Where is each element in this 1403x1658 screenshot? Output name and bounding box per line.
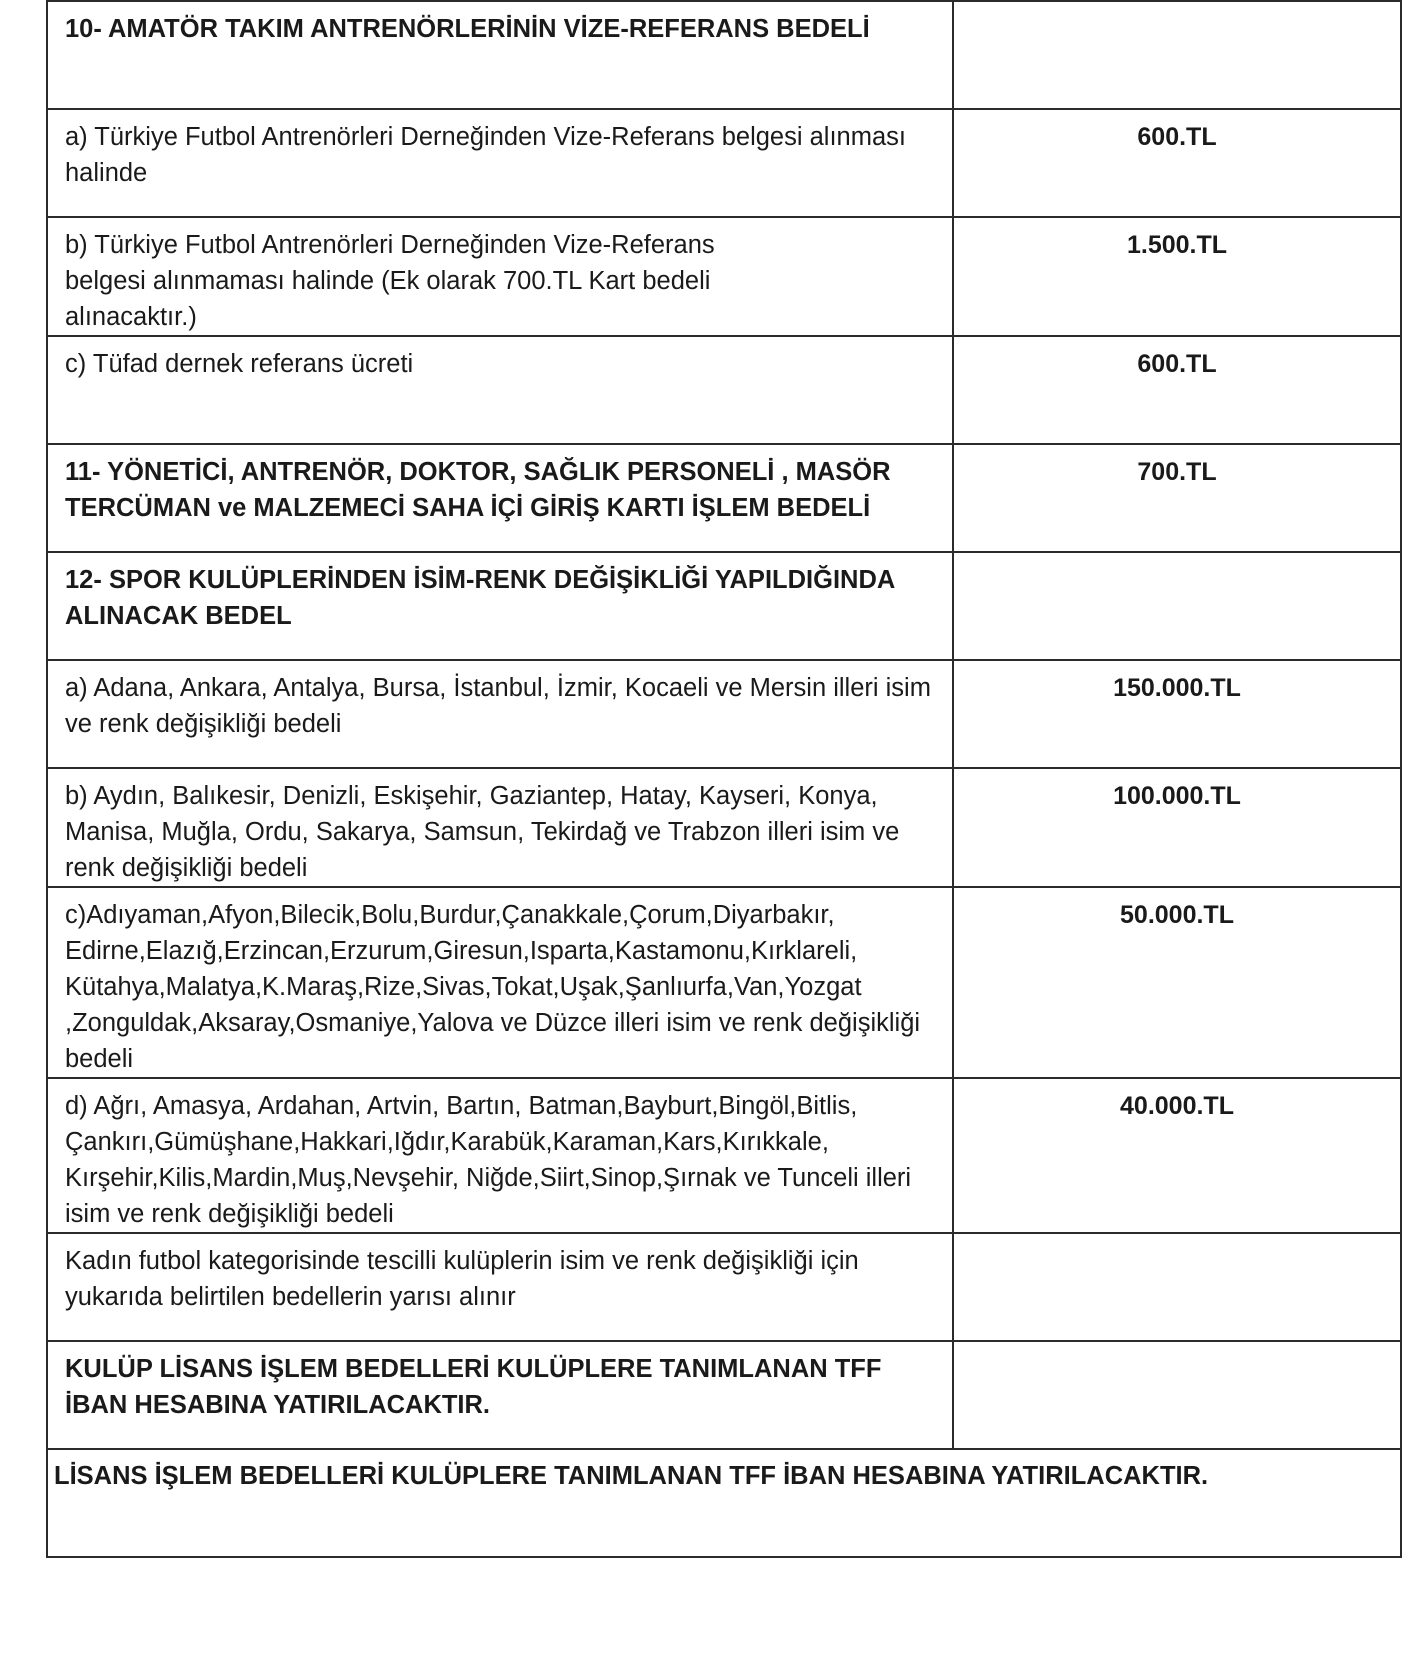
row-amount: 50.000.TL [953, 887, 1401, 1078]
table-row [47, 444, 1401, 552]
row-description: c)Adıyaman,Afyon,Bilecik,Bolu,Burdur,Çanakkale,Çorum,Diyarbakır, Edirne,Elazığ,Erzincan,Erzurum,Giresun,Isparta,Kastamonu,Kırklareli, Kütahya,Malatya,K.Maraş,Rize,Sivas,Tokat,Uşak,Şanlıurfa,Van,Yozgat ,Zonguldak,Aksaray,Osmaniye,Yalova ve Düzce illeri isim ve renk değişikliği bedeli [47, 887, 953, 1078]
row-description: a) Adana, Ankara, Antalya, Bursa, İstanbul, İzmir, Kocaeli ve Mersin illeri isim ve renk değişikliği bedeli [47, 660, 953, 768]
row-amount: 600.TL [953, 336, 1401, 444]
table-row [47, 660, 1401, 768]
row-amount: 1.500.TL [953, 217, 1401, 336]
row-description: b) Türkiye Futbol Antrenörleri Derneğinden Vize-Referans belgesi alınmaması halinde (Ek olarak 700.TL Kart bedeli alınacaktır.) [47, 217, 953, 336]
row-description [47, 552, 953, 660]
table-row [47, 1, 1401, 109]
row-amount [953, 552, 1401, 660]
row-amount: 40.000.TL [953, 1078, 1401, 1233]
row-description [47, 1, 953, 109]
footer-note: LİSANS İŞLEM BEDELLERİ KULÜPLERE TANIMLANAN TFF İBAN HESABINA YATIRILACAKTIR. [47, 1449, 1401, 1557]
fee-table [46, 0, 1402, 1558]
row-amount: 100.000.TL [953, 768, 1401, 887]
section-heading: 10- AMATÖR TAKIM ANTRENÖRLERİNİN VİZE-REFERANS BEDELİ [65, 15, 870, 43]
table-row [47, 1078, 1401, 1233]
row-description: d) Ağrı, Amasya, Ardahan, Artvin, Bartın, Batman,Bayburt,Bingöl,Bitlis, Çankırı,Gümüşhane,Hakkari,Iğdır,Karabük,Karaman,Kars,Kırıkkale, Kırşehir,Kilis,Mardin,Muş,Nevşehir, Niğde,Siirt,Sinop,Şırnak ve Tunceli illeri isim ve renk değişikliği bedeli [47, 1078, 953, 1233]
table-row [47, 1233, 1401, 1341]
section-heading: 11- YÖNETİCİ, ANTRENÖR, DOKTOR, SAĞLIK PERSONELİ , MASÖR TERCÜMAN ve MALZEMECİ SAHA İÇİ GİRİŞ KARTI İŞLEM BEDELİ [65, 458, 891, 522]
row-description: c) Tüfad dernek referans ücreti [47, 336, 953, 444]
table-row [47, 109, 1401, 217]
footer-row [47, 1449, 1401, 1557]
section-heading: KULÜP LİSANS İŞLEM BEDELLERİ KULÜPLERE TANIMLANAN TFF İBAN HESABINA YATIRILACAKTIR. [65, 1355, 882, 1419]
row-amount [953, 1, 1401, 109]
table-row [47, 768, 1401, 887]
table-row [47, 336, 1401, 444]
section-heading: 12- SPOR KULÜPLERİNDEN İSİM-RENK DEĞİŞİKLİĞİ YAPILDIĞINDA ALINACAK BEDEL [65, 566, 895, 630]
row-description: a) Türkiye Futbol Antrenörleri Derneğinden Vize-Referans belgesi alınması halinde [47, 109, 953, 217]
row-amount: 150.000.TL [953, 660, 1401, 768]
row-amount [953, 1233, 1401, 1341]
row-amount: 600.TL [953, 109, 1401, 217]
row-description: Kadın futbol kategorisinde tescilli kulüplerin isim ve renk değişikliği için yukarıda belirtilen bedellerin yarısı alınır [47, 1233, 953, 1341]
row-description [47, 444, 953, 552]
row-amount [953, 1341, 1401, 1449]
table-row [47, 217, 1401, 336]
table-row [47, 1341, 1401, 1449]
table-row [47, 552, 1401, 660]
table-row [47, 887, 1401, 1078]
row-description: b) Aydın, Balıkesir, Denizli, Eskişehir, Gaziantep, Hatay, Kayseri, Konya, Manisa, Muğla, Ordu, Sakarya, Samsun, Tekirdağ ve Trabzon illeri isim ve renk değişikliği bedeli [47, 768, 953, 887]
row-description [47, 1341, 953, 1449]
row-amount: 700.TL [953, 444, 1401, 552]
